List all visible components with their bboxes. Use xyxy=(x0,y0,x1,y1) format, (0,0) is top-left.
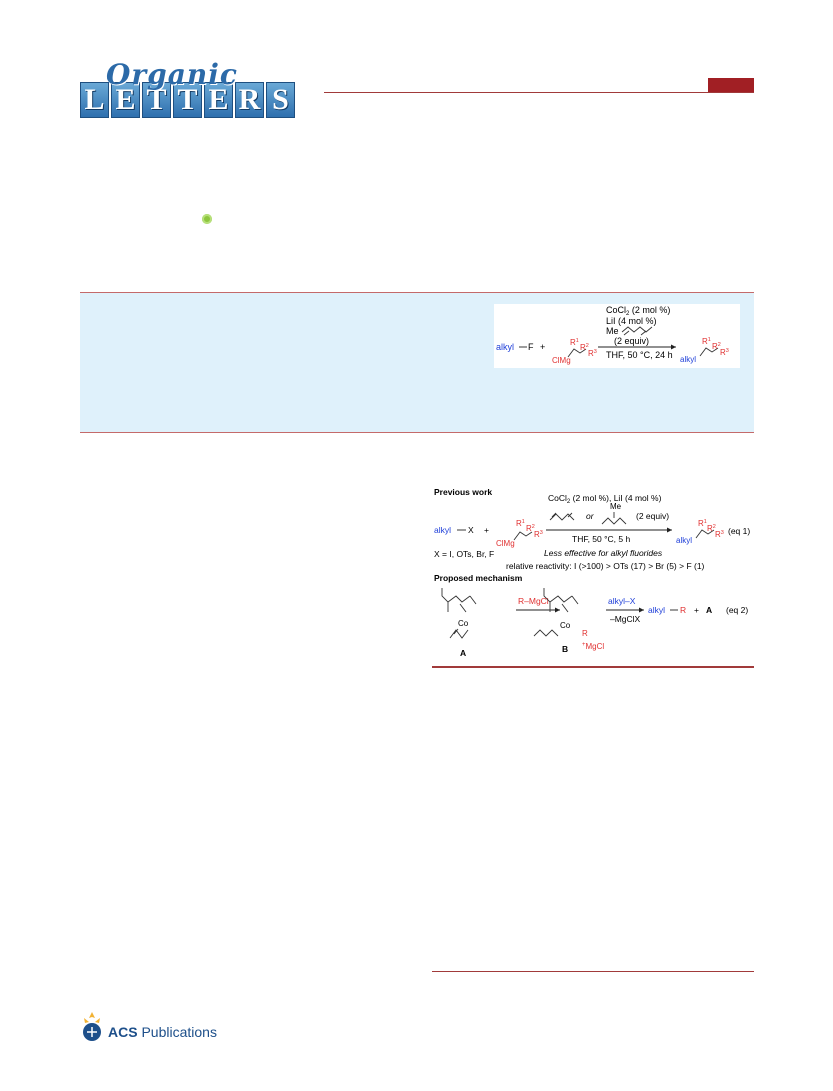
scheme-product-alkyl: alkyl xyxy=(676,536,693,545)
isoprene-structure xyxy=(602,512,626,524)
logo-script-text: Organic xyxy=(106,58,238,91)
toc-cond-cocl2: CoCl$_2$ (2 mol %) xyxy=(606,305,671,317)
scheme-r3: $R^3$ xyxy=(534,530,543,539)
complex-b-co: Co xyxy=(560,621,571,630)
toc-cond-me: Me xyxy=(606,326,619,336)
scheme-me: Me xyxy=(610,502,622,511)
toc-product-r1: $R^1$ xyxy=(702,337,711,346)
scheme-figure xyxy=(432,486,754,664)
complex-a-co: Co xyxy=(458,619,469,628)
logo-tile: T xyxy=(142,82,171,118)
acs-logo-icon[interactable] xyxy=(80,1010,104,1044)
label-a: A xyxy=(460,648,467,658)
complex-a-diene xyxy=(450,629,468,638)
label-b: B xyxy=(562,644,569,654)
product-a: A xyxy=(706,605,713,615)
scheme-grignard-chain xyxy=(514,532,532,540)
toc-alkyl: alkyl xyxy=(496,342,515,352)
rmgcl-reagent: R–MgCl xyxy=(518,596,549,606)
toc-cond-equiv: (2 equiv) xyxy=(614,336,650,346)
toc-clmg: ClMg xyxy=(552,356,571,365)
scheme-product-r1: $R^1$ xyxy=(698,519,707,528)
complex-a-ligand xyxy=(442,588,476,612)
toc-fluoride: F xyxy=(528,342,534,352)
proposed-mechanism-heading: Proposed mechanism xyxy=(434,573,523,583)
toc-r1: $R^1$ xyxy=(570,338,579,347)
mechanism-arrowhead-2 xyxy=(639,608,644,613)
logo-tile: R xyxy=(235,82,264,118)
scheme-equiv: (2 equiv) xyxy=(636,511,670,521)
butadiene-structure xyxy=(550,513,574,520)
logo-tile: T xyxy=(173,82,202,118)
scheme-bottom-rule xyxy=(432,666,754,668)
toc-product-r2: $R^2$ xyxy=(712,342,721,351)
relative-reactivity: relative reactivity: I (>100) > OTs (17) > Br (5) > F (1) xyxy=(506,561,705,571)
open-access-icon[interactable] xyxy=(202,214,212,224)
header-badge xyxy=(708,78,754,92)
scheme-svg xyxy=(432,486,754,664)
logo-tile: E xyxy=(204,82,233,118)
acs-brand-publications: Publications xyxy=(141,1024,217,1040)
scheme-or: or xyxy=(586,511,594,521)
product-plus: + xyxy=(694,605,699,615)
logo-tile: L xyxy=(80,82,109,118)
product-r: R xyxy=(680,605,687,615)
previous-work-heading: Previous work xyxy=(434,487,493,497)
toc-arrowhead xyxy=(671,345,676,350)
footnote-rule xyxy=(432,971,754,972)
scheme-cond-bottom: THF, 50 °C, 5 h xyxy=(572,534,631,544)
acs-brand-acs: ACS xyxy=(108,1024,138,1040)
eq2-label: (eq 2) xyxy=(726,605,749,615)
toc-reaction-scheme xyxy=(494,304,740,368)
scheme-cond-top: CoCl$_2$ (2 mol %), LiI (4 mol %) xyxy=(548,493,662,505)
toc-product-r3: $R^3$ xyxy=(720,348,729,357)
complex-b-diene xyxy=(534,630,558,636)
toc-r2: $R^2$ xyxy=(580,343,589,352)
complex-b-mgcl: +MgCl xyxy=(582,642,605,651)
less-effective-note: Less effective for alkyl fluorides xyxy=(544,548,663,558)
x-list: X = I, OTs, Br, F xyxy=(434,549,495,559)
toc-cond-lii: LiI (4 mol %) xyxy=(606,316,657,326)
logo-tile: S xyxy=(266,82,295,118)
toc-diene-structure xyxy=(622,327,652,335)
scheme-alkyl: alkyl xyxy=(434,525,452,535)
scheme-arrowhead-1 xyxy=(667,528,672,533)
header-rule xyxy=(324,92,754,93)
toc-cond-thf: THF, 50 °C, 24 h xyxy=(606,350,673,360)
product-alkyl: alkyl xyxy=(648,605,666,615)
scheme-x: X xyxy=(468,525,474,535)
scheme-clmg: ClMg xyxy=(496,539,515,548)
toc-plus: + xyxy=(540,342,546,352)
toc-r3: $R^3$ xyxy=(588,349,597,358)
eq1-label: (eq 1) xyxy=(728,526,751,536)
minus-mgclx: –MgClX xyxy=(610,614,641,624)
toc-graphic xyxy=(494,304,740,368)
scheme-plus: + xyxy=(484,525,489,535)
acs-publications-brand[interactable] xyxy=(108,1024,217,1040)
scheme-product-r3: $R^3$ xyxy=(715,530,724,539)
scheme-product-r2: $R^2$ xyxy=(707,524,716,533)
mechanism-arrowhead-1 xyxy=(555,608,560,613)
alkyl-x-reagent: alkyl–X xyxy=(608,596,636,606)
complex-b-ligand xyxy=(544,588,578,612)
journal-logo[interactable] xyxy=(80,58,324,120)
toc-product-alkyl: alkyl xyxy=(680,355,697,364)
complex-b-r: R xyxy=(582,629,588,638)
logo-tile: E xyxy=(111,82,140,118)
scheme-r1: $R^1$ xyxy=(516,519,525,528)
scheme-r2: $R^2$ xyxy=(526,524,535,533)
acs-emblem-icon xyxy=(80,1010,104,1044)
